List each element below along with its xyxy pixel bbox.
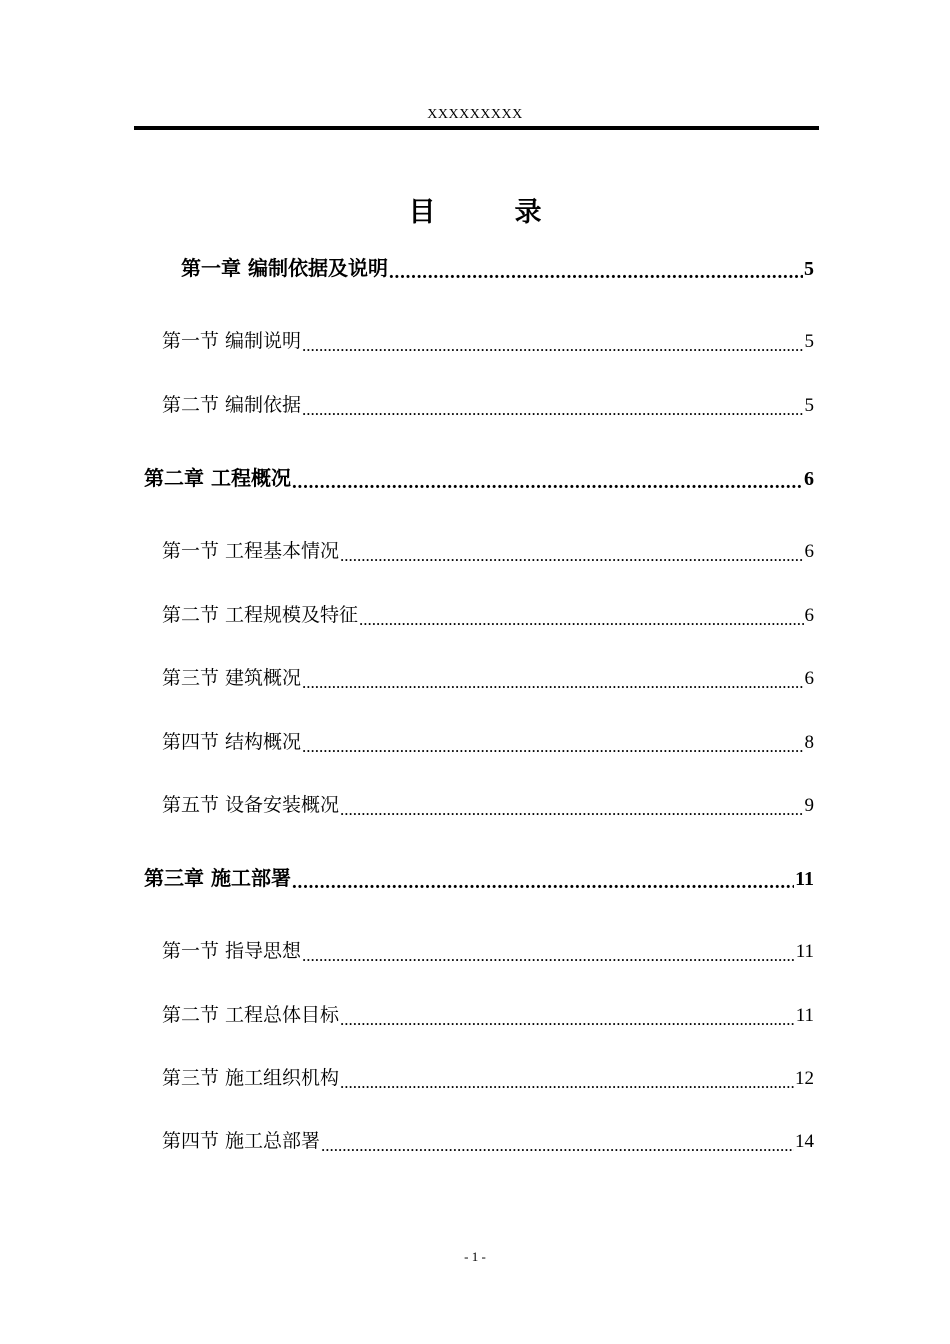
toc-leader-dots bbox=[292, 471, 803, 491]
toc-entry-label: 第三节 建筑概况 bbox=[162, 667, 302, 689]
toc-title: 目 录 bbox=[408, 197, 568, 228]
toc-entry-page: 11 bbox=[795, 1005, 814, 1026]
toc-entry[interactable] bbox=[162, 390, 814, 417]
toc-entry[interactable] bbox=[162, 600, 814, 627]
toc-entry-label: 第二节 工程总体目标 bbox=[162, 1004, 340, 1026]
toc-entry-label: 第一节 工程基本情况 bbox=[162, 540, 340, 562]
toc-entry-label: 第一章 编制依据及说明 bbox=[181, 256, 388, 280]
toc-entry[interactable] bbox=[162, 1000, 814, 1027]
page-header-text: XXXXXXXXX bbox=[427, 107, 523, 122]
toc-entry[interactable] bbox=[162, 663, 814, 690]
toc-entry-page: 9 bbox=[804, 795, 814, 816]
toc-leader-dots bbox=[302, 398, 803, 417]
toc-leader-dots bbox=[302, 735, 803, 754]
toc-entry[interactable] bbox=[144, 862, 814, 891]
toc-entry[interactable] bbox=[162, 727, 814, 754]
toc-entry-page: 12 bbox=[795, 1068, 814, 1089]
toc-entry-page: 5 bbox=[804, 395, 814, 416]
page-number: - 1 - bbox=[464, 1249, 486, 1264]
toc-entry-page: 5 bbox=[804, 331, 814, 352]
toc-entry-page: 14 bbox=[795, 1131, 814, 1152]
toc-leader-dots bbox=[359, 608, 803, 627]
toc-entry[interactable] bbox=[162, 936, 814, 963]
toc-entry-page: 8 bbox=[804, 732, 814, 753]
toc-leader-dots bbox=[340, 798, 803, 817]
toc-entry[interactable] bbox=[144, 462, 814, 491]
toc-entry-label: 第三章 施工部署 bbox=[144, 866, 291, 890]
toc-entry-label: 第一节 编制说明 bbox=[162, 330, 302, 352]
toc-entry[interactable] bbox=[181, 252, 814, 281]
toc-leader-dots bbox=[321, 1134, 794, 1153]
toc-entry-label: 第一节 指导思想 bbox=[162, 940, 302, 962]
toc-entry-page: 11 bbox=[795, 941, 814, 962]
toc-entry-label: 第四节 施工总部署 bbox=[162, 1130, 321, 1152]
toc-entry-page: 6 bbox=[804, 541, 814, 562]
toc-entry[interactable] bbox=[162, 1126, 814, 1153]
toc-entry-label: 第二节 工程规模及特征 bbox=[162, 604, 359, 626]
toc-entry-page: 6 bbox=[804, 605, 814, 626]
toc-leader-dots bbox=[302, 334, 803, 353]
toc-leader-dots bbox=[340, 1071, 794, 1090]
toc-entry[interactable] bbox=[162, 536, 814, 563]
toc-leader-dots bbox=[340, 544, 803, 563]
toc-leader-dots bbox=[389, 261, 803, 281]
toc-entry-label: 第二节 编制依据 bbox=[162, 394, 302, 416]
toc-entry[interactable] bbox=[162, 326, 814, 353]
header-rule bbox=[134, 126, 819, 130]
toc-leader-dots bbox=[302, 671, 803, 690]
toc-entry-page: 6 bbox=[804, 668, 814, 689]
toc-entry-page: 11 bbox=[795, 868, 814, 890]
toc-leader-dots bbox=[292, 871, 794, 891]
toc-entry-label: 第二章 工程概况 bbox=[144, 466, 291, 490]
toc-leader-dots bbox=[302, 944, 795, 963]
toc-entry-page: 5 bbox=[804, 258, 814, 280]
toc-entry[interactable] bbox=[162, 1063, 814, 1090]
toc-entry-page: 6 bbox=[804, 468, 814, 490]
toc-entry[interactable] bbox=[162, 790, 814, 817]
toc-leader-dots bbox=[340, 1008, 795, 1027]
toc-entry-label: 第三节 施工组织机构 bbox=[162, 1067, 340, 1089]
toc-entry-label: 第五节 设备安装概况 bbox=[162, 794, 340, 816]
toc-entry-label: 第四节 结构概况 bbox=[162, 731, 302, 753]
